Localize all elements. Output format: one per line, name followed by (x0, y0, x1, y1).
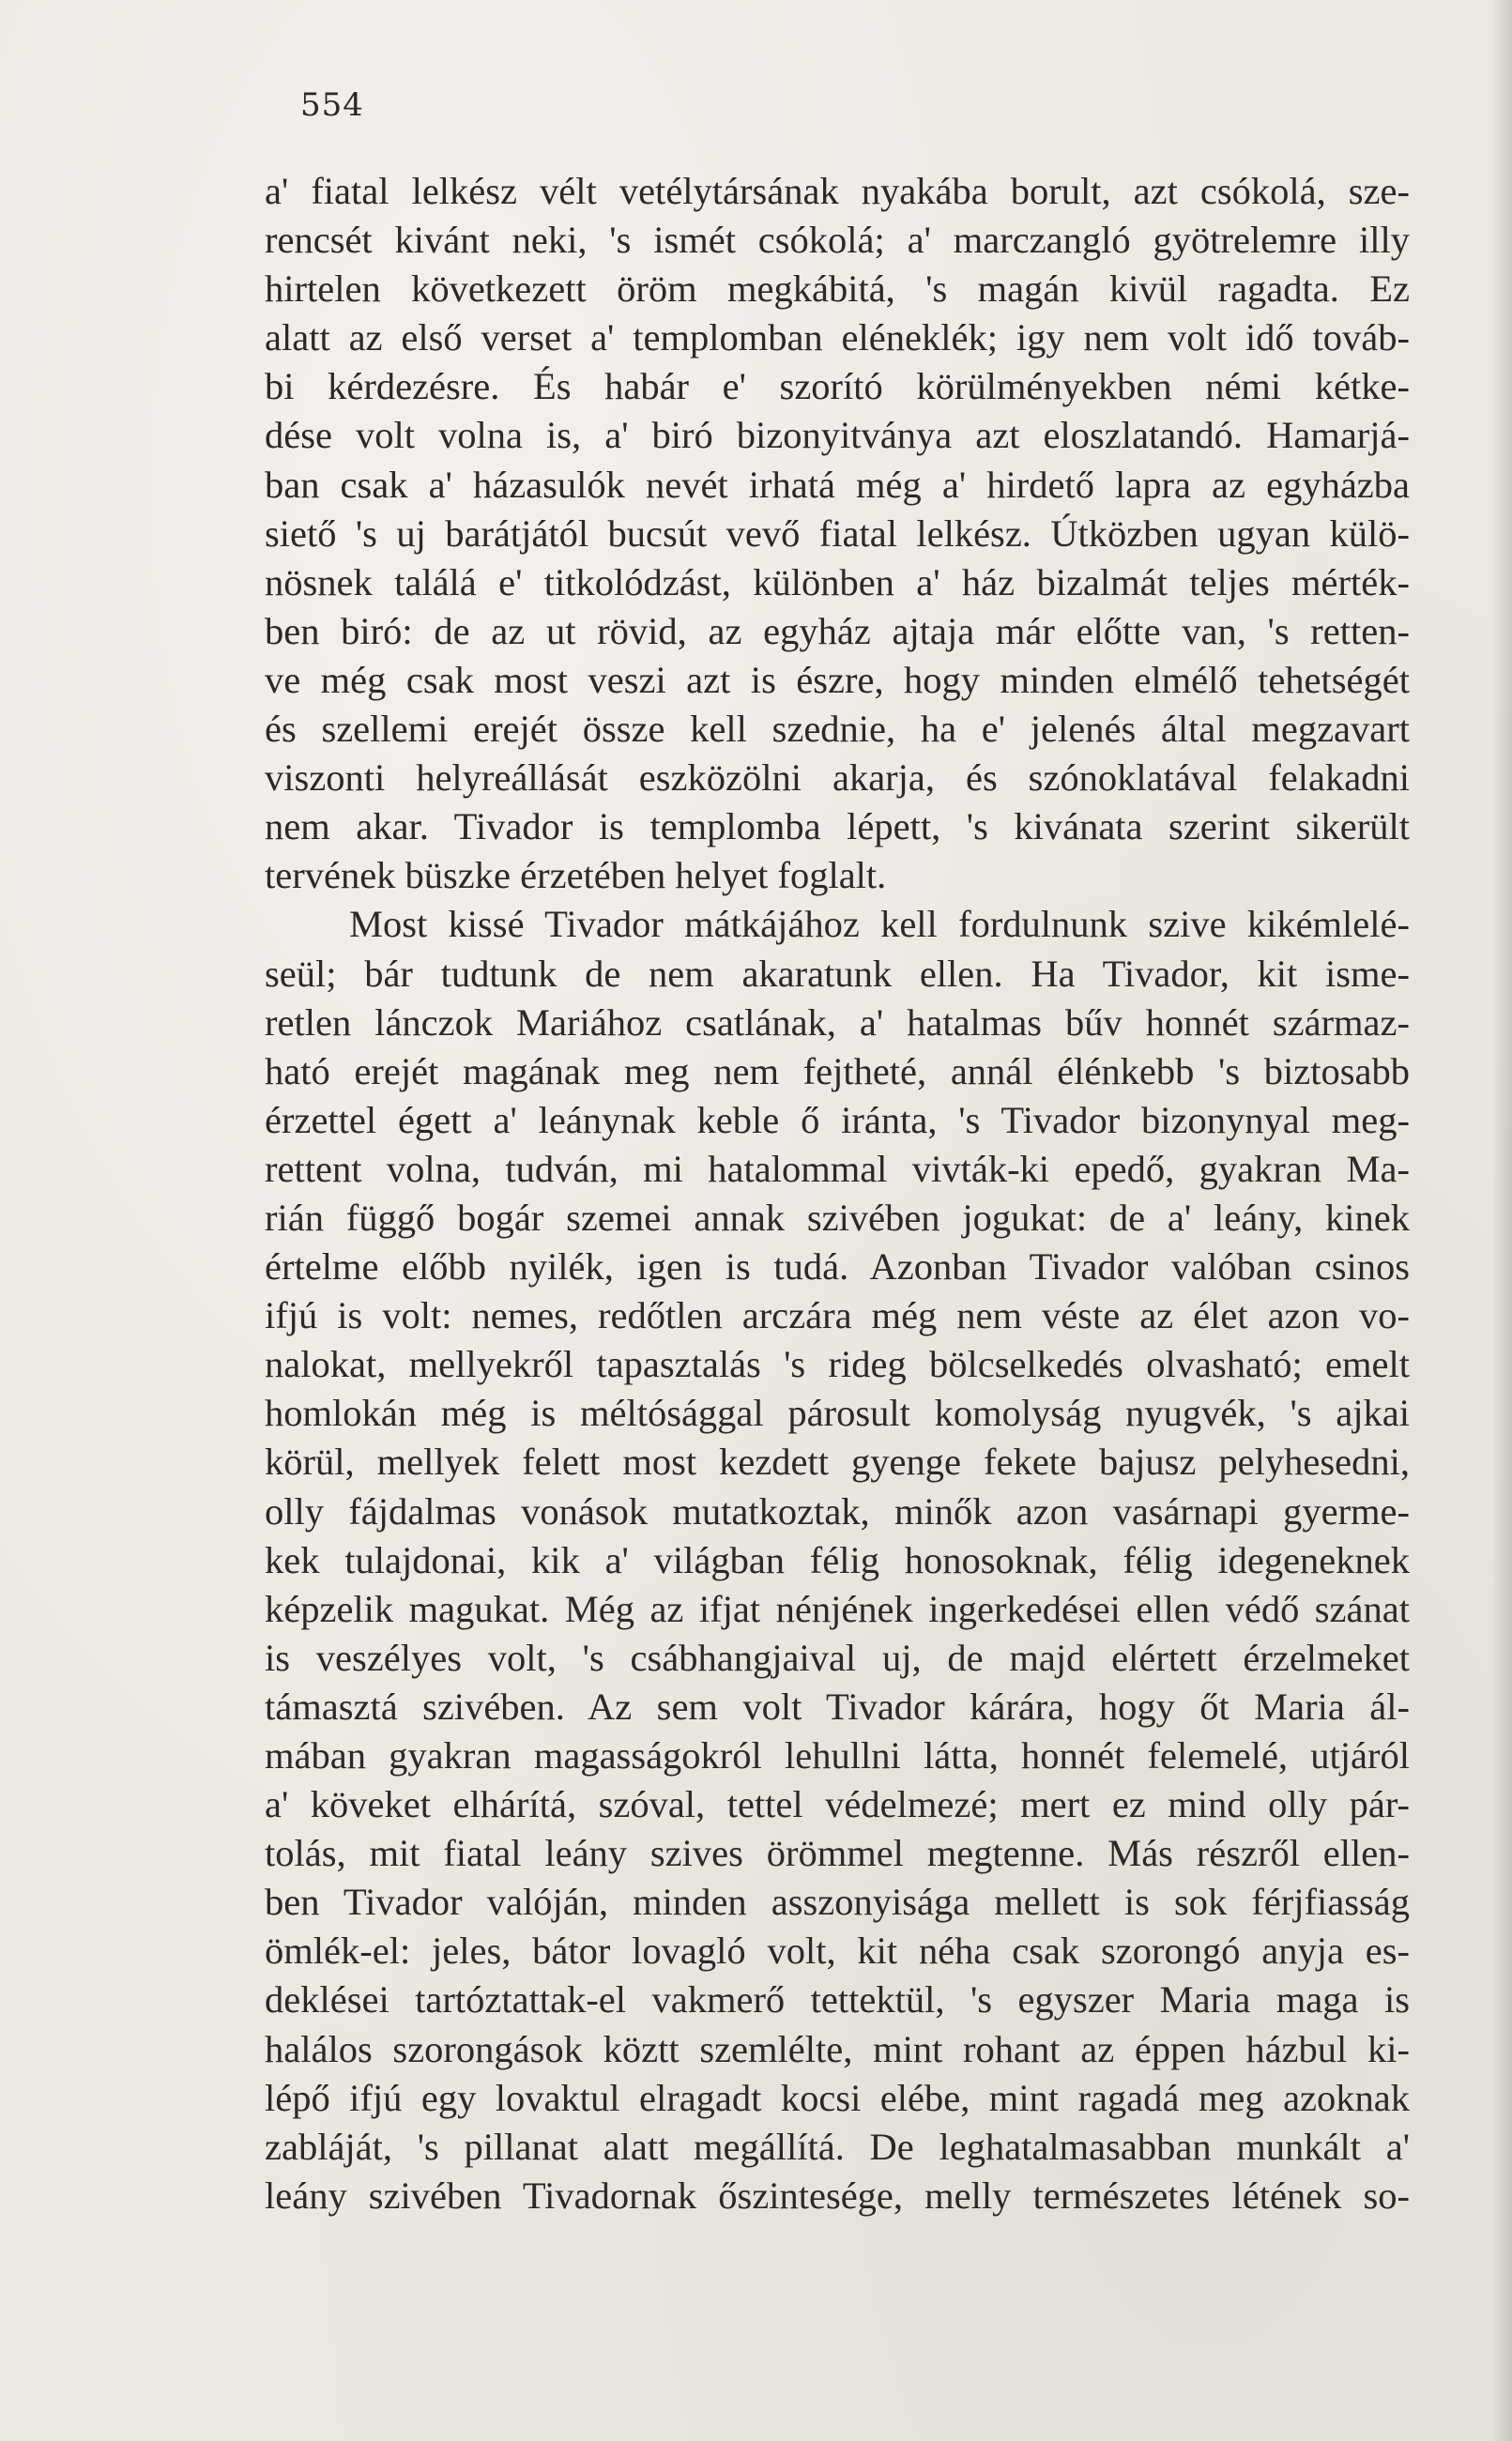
text-line: ve még csak most veszi azt is észre, hogy minden elmélő tehetségét (265, 658, 1410, 701)
paragraph-end-line: tervének büszke érzetében helyet foglalt. (265, 854, 887, 897)
text-line: halálos szorongások köztt szemlélte, mint rohant az éppen házbul ki- (265, 2027, 1410, 2070)
text-line: rián függő bogár szemei annak szivében jogukat: de a' leány, kinek (265, 1196, 1410, 1239)
text-line: bi kérdezésre. És habár e' szorító körülményekben némi kétke- (265, 365, 1410, 408)
text-line: érzettel égett a' leánynak keble ő iránta, 's Tivador bizonynyal meg- (265, 1098, 1410, 1141)
text-line: siető 's uj barátjától bucsút vevő fiatal lelkész. Útközben ugyan külö- (265, 511, 1410, 555)
text-line: és szellemi erejét össze kell szednie, ha e' jelenés által megzavart (265, 708, 1410, 751)
text-line: ifjú is volt: nemes, redőtlen arczára még nem véste az élet azon vo- (265, 1294, 1410, 1337)
text-line: seül; bár tudtunk de nem akaratunk ellen. Ha Tivador, kit isme- (265, 952, 1410, 995)
text-line: viszonti helyreállását eszközölni akarja, és szónoklatával felakadni (265, 756, 1410, 800)
text-line: zabláját, 's pillanat alatt megállítá. De leghatalmasabban munkált a' (265, 2125, 1410, 2168)
text-line: körül, mellyek felett most kezdett gyenge fekete bajusz pelyhesedni, (265, 1441, 1410, 1484)
text-line: kek tulajdonai, kik a' világban félig honosoknak, félig idegeneknek (265, 1538, 1410, 1581)
text-line: alatt az első verset a' templomban eléneklék; igy nem volt idő továb- (265, 316, 1410, 359)
text-line: ható erejét magának meg nem fejtheté, annál élénkebb 's biztosabb (265, 1049, 1410, 1092)
text-line: értelme előbb nyilék, igen is tudá. Azonban Tivador valóban csinos (265, 1245, 1410, 1289)
text-line: ban csak a' házasulók nevét irhatá még a' hirdető lapra az egyházba (265, 463, 1410, 506)
page-number: 554 (300, 86, 364, 124)
text-line: deklései tartóztattak-el vakmerő tettektül, 's egyszer Maria maga is (265, 1978, 1410, 2021)
text-line: nalokat, mellyekről tapasztalás 's rideg bölcselkedés olvasható; emelt (265, 1343, 1410, 1386)
text-line: nösnek találá e' titkolódzást, különben a' ház bizalmát teljes mérték- (265, 560, 1410, 603)
text-line: hirtelen következett öröm megkábitá, 's magán kivül ragadta. Ez (265, 267, 1410, 311)
text-line: lépő ifjú egy lovaktul elragadt kocsi elébe, mint ragadá meg azoknak (265, 2076, 1410, 2119)
text-line: támasztá szivében. Az sem volt Tivador kárára, hogy őt Maria ál- (265, 1685, 1410, 1728)
text-line: tolás, mit fiatal leány szives örömmel megtenne. Más részről ellen- (265, 1832, 1410, 1875)
text-line: homlokán még is méltósággal párosult komolyság nyugvék, 's ajkai (265, 1392, 1410, 1435)
text-line: leány szivében Tivadornak őszintesége, melly természetes létének so- (265, 2174, 1410, 2217)
text-line: is veszélyes volt, 's csábhangjaival uj, de majd elértett érzelmeket (265, 1636, 1410, 1679)
text-line: olly fájdalmas vonások mutatkoztak, minők azon vasárnapi gyerme- (265, 1489, 1410, 1533)
paragraph-start-line: Most kissé Tivador mátkájához kell fordulnunk szive kikémlelé- (349, 903, 1410, 946)
page-edge-shadow (1491, 0, 1512, 2441)
text-line: retlen lánczok Mariához csatlának, a' hatalmas bűv honnét származ- (265, 1000, 1410, 1044)
body-text (265, 167, 1410, 2220)
text-line: ben biró: de az ut rövid, az egyház ajtaja már előtte van, 's retten- (265, 609, 1410, 652)
text-line: képzelik magukat. Még az ifjat nénjének ingerkedései ellen védő szánat (265, 1587, 1410, 1630)
text-line: mában gyakran magasságokról lehullni látta, honnét felemelé, utjáról (265, 1734, 1410, 1777)
text-line: rettent volna, tudván, mi hatalommal vivták-ki epedő, gyakran Ma- (265, 1147, 1410, 1190)
text-line: rencsét kivánt neki, 's ismét csókolá; a' marczangló gyötrelemre illy (265, 219, 1410, 262)
text-line: dése volt volna is, a' biró bizonyitványa azt eloszlatandó. Hamarjá- (265, 414, 1410, 457)
text-line: ömlék-el: jeles, bátor lovagló volt, kit néha csak szorongó anyja es- (265, 1930, 1410, 1973)
text-line: nem akar. Tivador is templomba lépett, 's kivánata szerint sikerült (265, 805, 1410, 848)
text-line: ben Tivador valóján, minden asszonyisága mellett is sok férjfiasság (265, 1881, 1410, 1924)
text-line: a' köveket elhárítá, szóval, tettel védelmezé; mert ez mind olly pár- (265, 1783, 1410, 1826)
text-line: a' fiatal lelkész vélt vetélytársának nyakába borult, azt csókolá, sze- (265, 170, 1410, 212)
